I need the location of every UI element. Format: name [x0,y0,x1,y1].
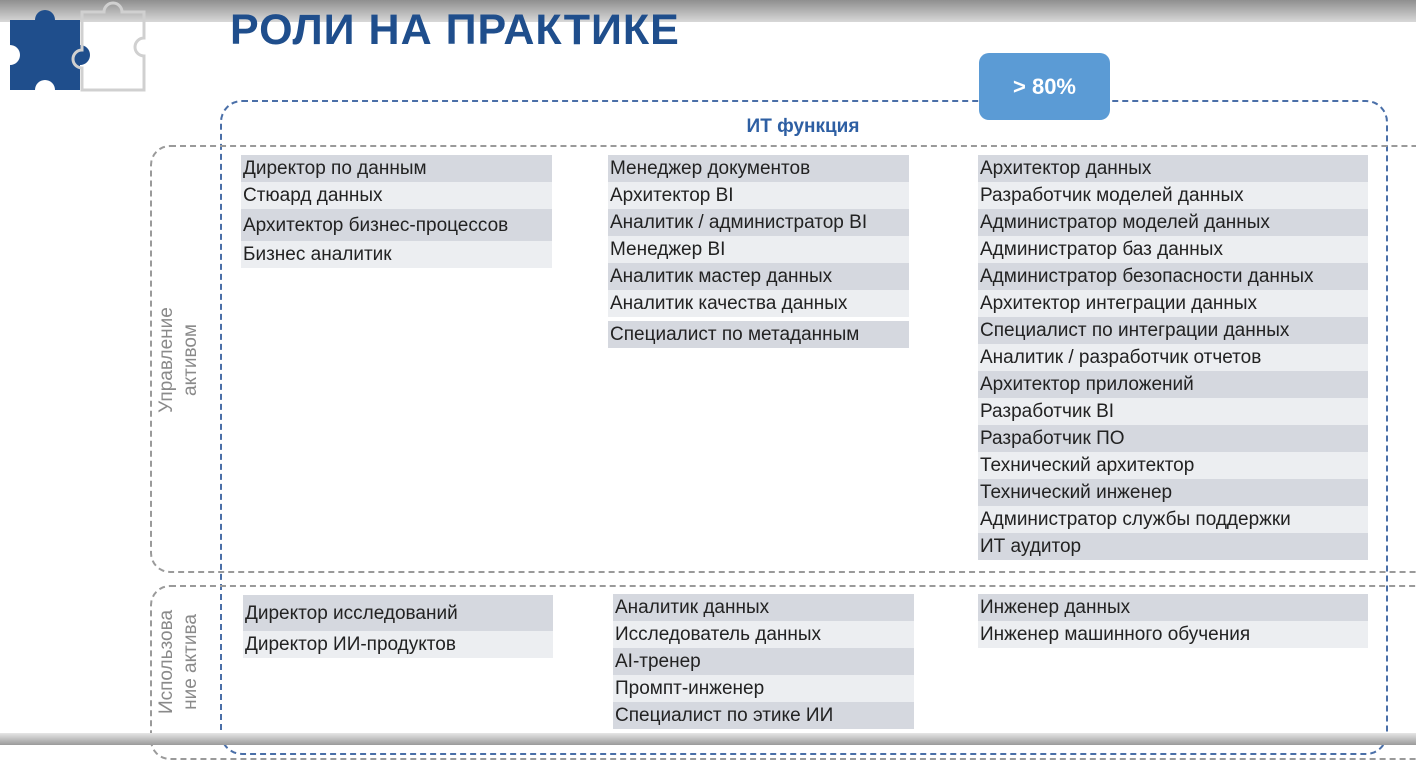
list-item: Бизнес аналитик [241,241,552,268]
list-item: Разработчик ПО [978,425,1368,452]
list-item: Директор ИИ-продуктов [243,631,553,658]
bottom-bar [0,733,1416,745]
list-item: Администратор моделей данных [978,209,1368,236]
usage-col-2 [613,594,914,729]
list-item: Аналитик / разработчик отчетов [978,344,1368,371]
list-item: Аналитик качества данных [608,290,909,317]
list-item: Менеджер документов [608,155,909,182]
list-item: Технический инженер [978,479,1368,506]
list-item: Администратор безопасности данных [978,263,1368,290]
asset-management-label-text: Управление активом [156,307,201,413]
asset-management-label [155,285,203,435]
list-item: Разработчик моделей данных [978,182,1368,209]
management-col-1 [241,155,552,268]
list-item: Аналитик данных [613,594,914,621]
management-col-2 [608,155,909,348]
list-item: Промпт-инженер [613,675,914,702]
list-item: Архитектор BI [608,182,909,209]
list-item: Архитектор интеграции данных [978,290,1368,317]
list-item: Специалист по этике ИИ [613,702,914,729]
usage-col-3 [978,594,1368,648]
list-item: Аналитик мастер данных [608,263,909,290]
list-item: Администратор службы поддержки [978,506,1368,533]
list-item: Менеджер BI [608,236,909,263]
list-item: Разработчик BI [978,398,1368,425]
list-item: Инженер машинного обучения [978,621,1368,648]
top-bar [0,0,1416,22]
list-item: Аналитик / администратор BI [608,209,909,236]
page-title: РОЛИ НА ПРАКТИКЕ [230,6,680,54]
management-col-3 [978,155,1368,560]
list-item: Архитектор данных [978,155,1368,182]
list-item: Исследователь данных [613,621,914,648]
list-item: AI-тренер [613,648,914,675]
list-item: Инженер данных [978,594,1368,621]
asset-usage-label-text: Использова ние актива [156,609,201,715]
list-item: Архитектор приложений [978,371,1368,398]
list-item: Специалист по метаданным [608,321,909,348]
list-item: Директор по данным [241,155,552,182]
percent-badge: > 80% [979,53,1110,120]
list-item: Архитектор бизнес-процессов [241,209,552,241]
asset-usage-label [155,587,203,737]
list-item: Администратор баз данных [978,236,1368,263]
list-item: Стюард данных [241,182,552,209]
puzzle-logo-icon [0,0,150,106]
usage-col-1 [243,595,553,658]
list-item: Технический архитектор [978,452,1368,479]
list-item: ИТ аудитор [978,533,1368,560]
list-item: Директор исследований [243,595,553,631]
it-function-label: ИТ функция [746,116,860,137]
list-item: Специалист по интеграции данных [978,317,1368,344]
